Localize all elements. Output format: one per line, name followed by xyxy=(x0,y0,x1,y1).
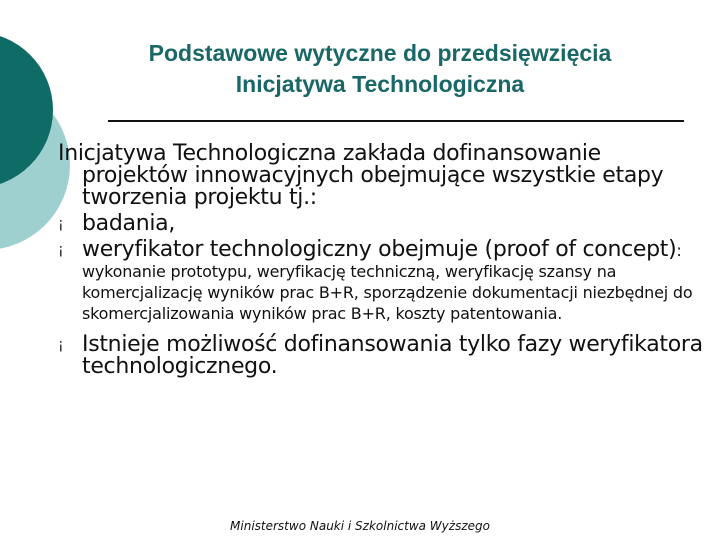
slide-title xyxy=(60,38,700,100)
title-divider xyxy=(108,120,684,122)
bullet-marker: ¡ xyxy=(58,242,64,258)
bullet-text: Istnieje możliwość dofinansowania tylko fazy weryfikatora technologicznego. xyxy=(82,332,703,379)
footer-ministry: Ministerstwo Nauki i Szkolnictwa Wyższego xyxy=(230,519,490,533)
bullet-item-verifier xyxy=(58,239,708,324)
bullet-text: badania, xyxy=(82,211,176,236)
bullet-item-funding xyxy=(58,334,708,378)
bullet-text: weryfikator technologiczny obejmuje (proof of concept) xyxy=(82,237,677,262)
bullet-marker: ¡ xyxy=(58,216,64,232)
bullet-marker: ¡ xyxy=(58,337,64,353)
bullet-item-research xyxy=(58,213,708,235)
title-line-2: Inicjatywa Technologiczna xyxy=(235,71,525,97)
slide-body xyxy=(58,143,708,378)
title-line-1: Podstawowe wytyczne do przedsięwzięcia xyxy=(148,40,612,66)
intro-paragraph: Inicjatywa Technologiczna zakłada dofinansowanie projektów innowacyjnych obejmujące wszystkie etapy tworzenia projektu tj.: xyxy=(58,141,664,210)
bullet-detail: : wykonanie prototypu, weryfikację techniczną, weryfikację szansy na komercjalizację wyników prac B+R, sporządzenie dokumentacji niezbędnej do skomercjalizowania wyników prac B+R, koszty patentowania. xyxy=(82,241,693,323)
